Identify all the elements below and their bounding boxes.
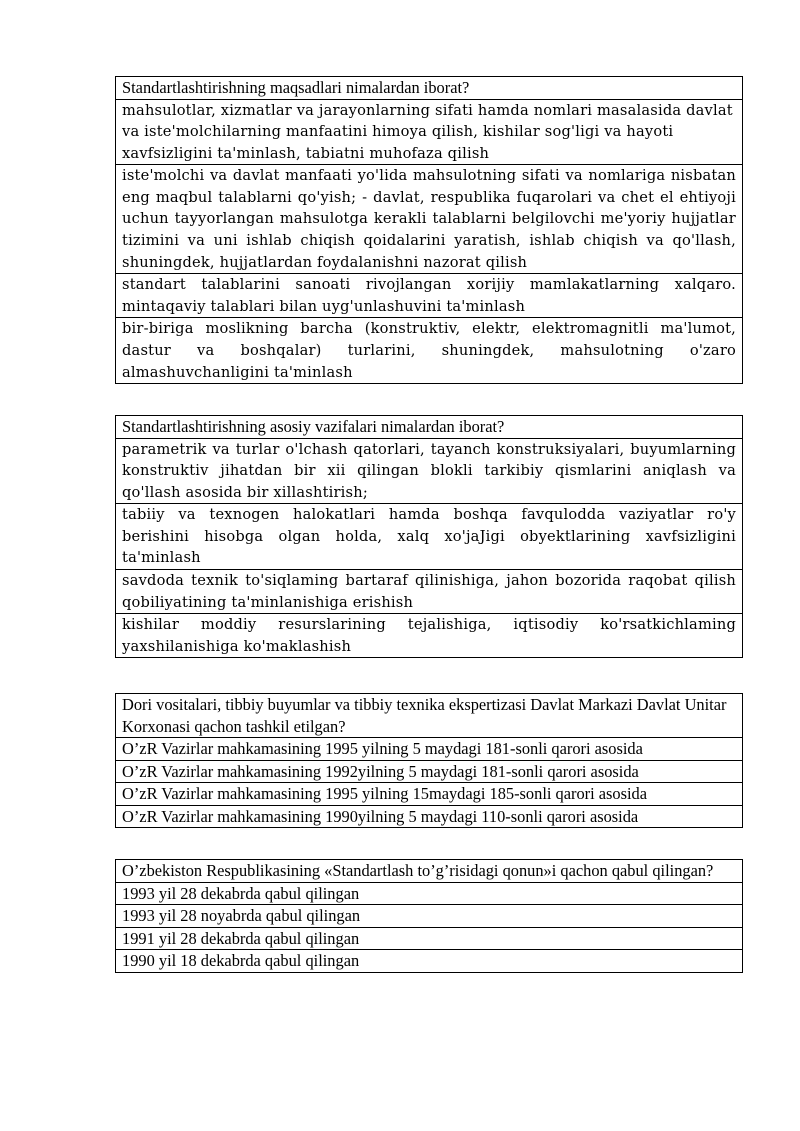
answer-option: O’zR Vazirlar mahkamasining 1995 yilning 5 maydagi 181-sonli qarori asosida xyxy=(116,738,743,761)
answer-option: tabiiy va texnogen halokatlari hamda boshqa favqulodda vaziyatlar ro'y berishini hisobga olgan holda, xalq xo'jaJigi obyektlarining xavfsizligini ta'minlash xyxy=(116,504,743,570)
answer-option: O’zR Vazirlar mahkamasining 1995 yilning 15maydagi 185-sonli qarori asosida xyxy=(116,783,743,806)
answer-option: iste'molchi va davlat manfaati yo'lida mahsulotning sifati va nomlariga nisbatan eng maqbul talablarni qo'yish; - davlat, respublika fuqarolari va chet el ehtiyoji uchun tayyorlangan mahsulotga kerakli talablarni belgilovchi me'yoriy hujjatlar tizimini va uni ishlab chiqish qoidalarini yaratish, ishlab chiqish va qo'llash, shuningdek, hujjatlardan foydalanishni nazorat qilish xyxy=(116,165,743,274)
question-text: Dori vositalari, tibbiy buyumlar va tibbiy texnika ekspertizasi Davlat Markazi Davlat Unitar Korxonasi qachon tashkil etilgan? xyxy=(116,694,743,738)
answer-option: mahsulotlar, xizmatlar va jarayonlarning sifati hamda nomlari masalasida davlat va iste'molchilarning manfaatini himoya qilish, kishilar sog'ligi va hayoti xavfsizligini ta'minlash, tabiatni muhofaza qilish xyxy=(116,99,743,165)
question-text: Standartlashtirishning asosiy vazifalari nimalardan iborat? xyxy=(116,416,743,439)
question-block-2 xyxy=(115,415,743,658)
answer-option: savdoda texnik to'siqlaming bartaraf qilinishiga, jahon bozorida raqobat qilish qobiliyatining ta'minlanishiga erishish xyxy=(116,570,743,614)
answer-option: 1993 yil 28 dekabrda qabul qilingan xyxy=(116,882,743,905)
answer-option: kishilar moddiy resurslarining tejalishiga, iqtisodiy ko'rsatkichlaming yaxshilanishiga ko'maklashish xyxy=(116,614,743,658)
question-text: Standartlashtirishning maqsadlari nimalardan iborat? xyxy=(116,77,743,100)
answer-option: bir-biriga moslikning barcha (konstruktiv, elektr, elektromagnitli ma'lumot, dastur va boshqalar) turlarini, shuningdek, mahsulotning o'zaro almashuvchanligini ta'minlash xyxy=(116,318,743,384)
question-block-1 xyxy=(115,76,743,384)
answer-option: standart talablarini sanoati rivojlangan xorijiy mamlakatlarning xalqaro. mintaqaviy talablari bilan uyg'unlashuvini ta'minlash xyxy=(116,274,743,318)
question-block-3 xyxy=(115,693,743,828)
answer-option: O’zR Vazirlar mahkamasining 1990yilning 5 maydagi 110-sonli qarori asosida xyxy=(116,805,743,828)
question-text: O’zbekiston Respublikasining «Standartlash to’g’risidagi qonun»i qachon qabul qilingan? xyxy=(116,860,743,883)
answer-option: 1991 yil 28 dekabrda qabul qilingan xyxy=(116,927,743,950)
question-block-4 xyxy=(115,859,743,973)
answer-option: 1993 yil 28 noyabrda qabul qilingan xyxy=(116,905,743,928)
answer-option: O’zR Vazirlar mahkamasining 1992yilning 5 maydagi 181-sonli qarori asosida xyxy=(116,760,743,783)
answer-option: parametrik va turlar o'lchash qatorlari, tayanch konstruksiyalari, buyumlarning konstruktiv jihatdan bir xii qilingan blokli tarkibiy qismlarini aniqlash va qo'llash asosida bir xillashtirish; xyxy=(116,438,743,504)
answer-option: 1990 yil 18 dekabrda qabul qilingan xyxy=(116,950,743,973)
